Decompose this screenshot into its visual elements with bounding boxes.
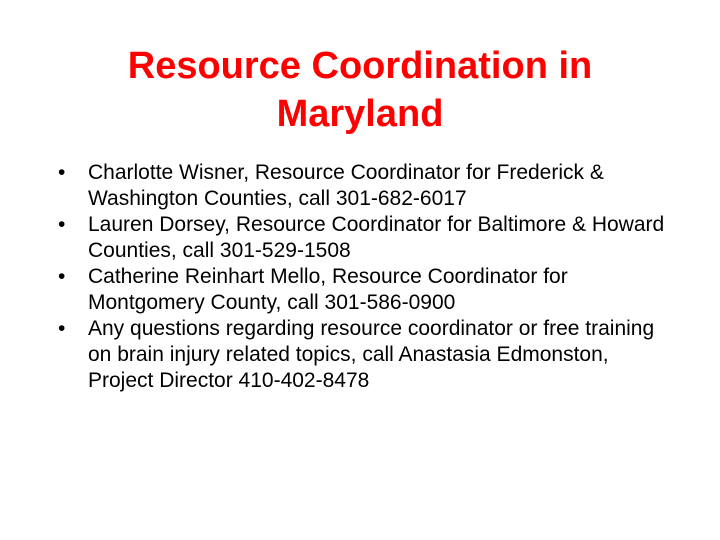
bullet-text: Lauren Dorsey, Resource Coordinator for Baltimore & Howard Counties, call 301-529-1508 [88, 213, 665, 262]
bullet-icon: • [58, 265, 66, 288]
slide-title: Resource Coordination in Maryland [127, 45, 593, 135]
bullet-text: Any questions regarding resource coordinator or free training on brain injury related topics, call Anastasia Edmonston, Project Director 410-402-8478 [88, 317, 655, 392]
bullet-icon: • [58, 161, 66, 184]
bullet-item-mello [58, 264, 668, 316]
bullet-list [58, 160, 668, 394]
bullet-text: Catherine Reinhart Mello, Resource Coordinator for Montgomery County, call 301-586-0900 [88, 265, 568, 314]
bullet-item-questions [58, 316, 668, 394]
bullet-item-dorsey [58, 212, 668, 264]
bullet-text: Charlotte Wisner, Resource Coordinator for Frederick & Washington Counties, call 301-682-6017 [88, 161, 604, 210]
bullet-icon: • [58, 317, 66, 340]
bullet-icon: • [58, 213, 66, 236]
bullet-item-wisner [58, 160, 668, 212]
